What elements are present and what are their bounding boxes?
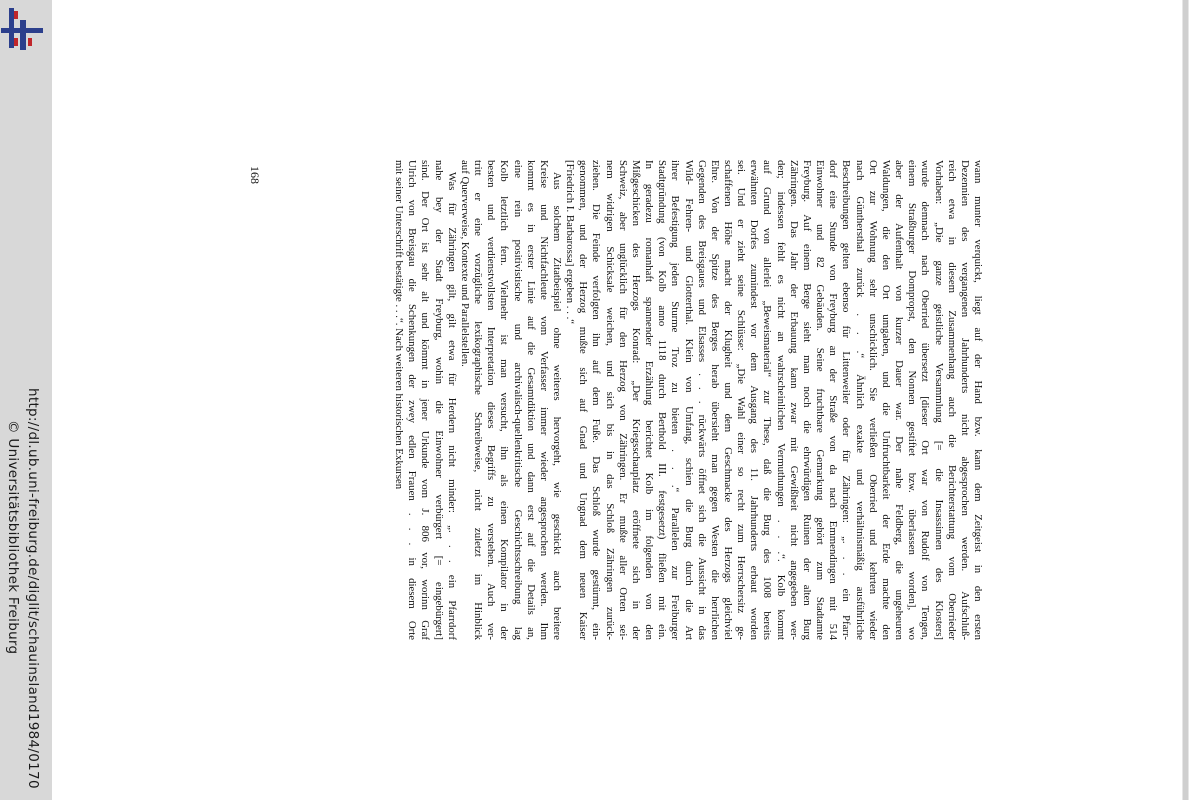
copyright-notice: © Universitätsbibliothek Freiburg bbox=[5, 420, 21, 655]
university-library-logo-icon[interactable] bbox=[0, 0, 52, 52]
text-line: Aus solchem Zitatbeispiel ohne weiteres hervorgeht, wie geschickt auch breitere bbox=[551, 172, 563, 640]
text-line: nach Günthersthal zurück . . .“ Ähnlich exakte und verhältnismäßig ausführliche bbox=[853, 160, 866, 640]
scanned-page-text bbox=[392, 160, 984, 640]
text-line: Wild- Fehren- und Glotterthal. Klein von Umfang, schien die Burg durch die Art bbox=[682, 160, 695, 640]
text-line: besten und verdienstvollsten Interpretation dieses Begriffs zu verstehen. Auch ver- bbox=[485, 160, 498, 640]
sidebar-caption bbox=[0, 388, 40, 789]
scrollbar[interactable] bbox=[1182, 0, 1189, 800]
scrollbar-thumb[interactable] bbox=[1183, 0, 1188, 800]
text-line: einem Straßburger Dompropst, den Nonnen gestiftet bzw. überlassen worden], wo bbox=[906, 160, 919, 640]
text-line: nem widrigen Schicksale weichen, und sich bis in das Schloß Zähringen zurück- bbox=[603, 160, 616, 640]
text-line: eine rein positivistische und archivalisch-quellenkritische Geschichtsschreibung lag bbox=[511, 160, 524, 640]
text-line: mit seiner Unterschrift bestätigte . . .“. Nach weiteren historischen Exkursen bbox=[393, 160, 406, 490]
text-line: Vorhaben: „Die ganze geistliche Versammlung [= die Insassinnen des Klosters] bbox=[932, 160, 945, 640]
text-line: aber der Aufenthalt von kurzer Dauer war. Der nahe Feldberg, die ungeheuren bbox=[893, 160, 906, 640]
text-line: Dezennien des vergangenen Jahrhunderts nicht abgesprochen werden. Aufschluß- bbox=[958, 160, 971, 640]
text-line: sei. Und er zieht seine Schlüsse: „Die Wahl einer so recht zum Herrschersitz ge- bbox=[735, 160, 748, 640]
text-line: nahe bey der Stadt Freyburg, wohin die Einwohner verbürgert [= eingebürgert] bbox=[432, 160, 445, 640]
text-line: ihrer Befestigung jeden Sturme Troz zu bieten . . .“ Parallelen zur Freiburger bbox=[669, 160, 682, 640]
text-line: auf Querverweise, Kontexte und Parallelstellen. bbox=[458, 160, 471, 367]
text-line: Waldungen, die den Ort umgaben, und die Unfruchtbarkeit der Erde machte den bbox=[879, 160, 892, 640]
text-line: erwähnten Dorfes zumindest vor dem Ausgang des 11. Jahrhunderts erbaut worden bbox=[748, 160, 761, 640]
text-line: Gegenden des Breisgaues und Elsasses . . . rückwärts öffnet sich die Aussicht in das bbox=[695, 160, 708, 640]
text-line: genommen, und der Herzog mußte sich auf Gnad und Ungnad dem neuen Kaiser bbox=[577, 160, 590, 640]
text-line: Was für Zähringen gilt, gilt etwa für Herdern nicht minder: „. . . ein Pfarrdorf bbox=[445, 172, 458, 640]
text-line: schaffenen Höhe macht der Klugheit und dem Geschmacke des Herzogs gleichviel bbox=[722, 160, 735, 640]
paragraph bbox=[563, 160, 984, 640]
text-line: wurde demnach nach Oberried übersetzt [dieser Ort war von Rudolf von Tengen, bbox=[919, 160, 932, 640]
text-line: Ehre. Von der Spitze des Berges herab übersieht man gegen Westen die herrlichen bbox=[708, 160, 721, 640]
text-line: Schweiz, aber unglücklich für den Herzog von Zähringen. Er mußte aller Orten sei- bbox=[616, 160, 629, 640]
text-line: reich etwa in diesem Zusammenhang auch die Berichterstattung vom Oberrieder bbox=[945, 160, 958, 640]
text-line: Freyburg. Auf einem Berge sieht man noch die ehrwürdigen Ruinen der alten Burg bbox=[800, 160, 813, 640]
text-line: sind. Der Ort ist sehr alt und kömmt in jener Urkunde vom J. 806 vor, worinn Graf bbox=[419, 160, 432, 640]
document-url[interactable]: http://dl.ub.uni-freiburg.de/diglit/schauinsland1984/0170 bbox=[25, 388, 41, 789]
text-line: auf Grund von allerlei „Beweismaterial“ zur These, daß die Burg des 1008 bereits bbox=[761, 160, 774, 640]
text-line: tritt er eine vorzügliche lexikographische Schreibweise, nicht zuletzt im Hinblick bbox=[472, 160, 485, 640]
text-line: dorf eine Stunde von Freyburg an der Straße von da nach Emmendingen mit 514 bbox=[827, 160, 840, 640]
text-line: Zähringen. Das Jahr der Erbauung kann zwar mit Gewißheit nicht angegeben wer- bbox=[787, 160, 800, 640]
text-line: Ulrich von Breisgau die Schenkungen der zwey edlen Frauen . . . in diesem Orte bbox=[406, 160, 419, 640]
text-line: ziehen. Die Feinde verfolgten ihn auf dem Fuße. Das Schloß wurde gestürmt, ein- bbox=[590, 160, 603, 640]
paragraph bbox=[392, 160, 458, 640]
text-line: den; indessen fehlt es nicht an wahrscheinlichen Vermuthungen . . .“. Kolb kommt bbox=[774, 160, 787, 640]
text-line: Einwohner und 82 Gebäuden. Seine fruchtbare Gemarkung gehört zum Stadtamte bbox=[814, 160, 827, 640]
viewer-sidebar bbox=[0, 0, 52, 800]
paragraph bbox=[458, 160, 563, 640]
text-line: Kolb letztlich fern. Vielmehr ist man versucht, ihn als einen Kompilator in der bbox=[498, 160, 511, 640]
text-line: Kreise und Nichtfachleute vom Verfasser immer wieder angesprochen werden. Ihm bbox=[537, 160, 550, 640]
text-line: Beschreibungen gelten ebenso für Littenweiler oder für Zähringen: „. . . ein Pfarr- bbox=[840, 160, 853, 640]
text-line: Ort zur Wohnung sehr unschicklich. Sie verließen Oberried und kehrten wieder bbox=[866, 160, 879, 640]
text-line: In geradezu romanhaft spannender Erzählung berichtet Kolb im folgenden von den bbox=[643, 160, 656, 640]
page-number: 168 bbox=[248, 166, 262, 184]
text-line: Mißgeschicken des Herzogs Konrad: „Der Kriegsschauplatz eröffnete sich in der bbox=[629, 160, 642, 640]
text-line: Stadtgründung (von Kolb anno 1118 durch Berthold III. festgesetzt) fließen mit ein. bbox=[656, 160, 669, 640]
text-line: [Friedrich I. Barbarossa] ergeben . . .“ bbox=[564, 160, 577, 325]
text-line: kommt es in erster Linie auf die Gesamtdiktion und dann erst auf die Details an, bbox=[524, 160, 537, 640]
text-line: wann munter verquickt, liegt auf der Hand bzw. kann dem Zeitgeist in den ersten bbox=[972, 160, 984, 640]
